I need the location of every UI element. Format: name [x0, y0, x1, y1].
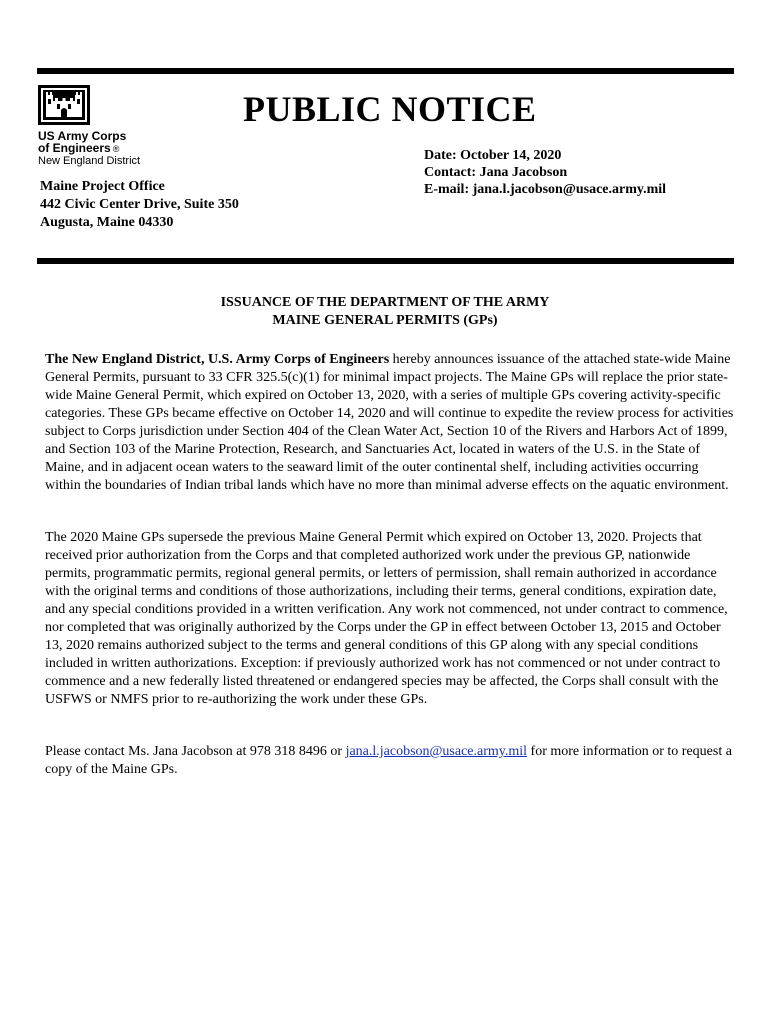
contact-name: Contact: Jana Jacobson — [424, 165, 568, 180]
heading-line-2: MAINE GENERAL PERMITS (GPs) — [272, 313, 498, 328]
agency-logo-text — [38, 130, 140, 167]
contact-text-before: Please contact Ms. Jana Jacobson at 978 318 8496 or — [45, 744, 346, 759]
page-title: PUBLIC NOTICE — [243, 89, 537, 129]
paragraph-supersede: The 2020 Maine GPs supersede the previous Maine General Permit which expired on October 13, 2020. Projects that received prior authorization from the Corps and that completed authorized work under the previous GP, nationwide permits, programmatic permits, regional general permits, or letters of permission, shall remain authorized in accordance with the original terms and conditions of those authorizations, including their terms, general conditions, expiration date, and any special conditions provided in a written verification. Any work not commenced, not under contract to commence, nor completed that was originally authorized by the Corps under the GP in effect between October 13, 2015 and October 13, 2020 remains authorized subject to the terms and general conditions of this GP along with any special conditions included in written authorizations. Exception: if previously authorized work has not commenced or not under contract to commence and a new federally listed threatened or endangered species may be affected, the Corps shall consult with the USFWS or NMFS prior to re-authorizing the work under these GPs. — [45, 530, 728, 707]
logo-line-3: New England District — [38, 155, 141, 167]
paragraph-contact — [45, 743, 735, 779]
email-link[interactable]: jana.l.jacobson@usace.army.mil — [345, 744, 528, 759]
logo-line-1: US Army Corps — [38, 129, 127, 143]
office-street: 442 Civic Center Drive, Suite 350 — [40, 197, 239, 212]
logo-line-2: of Engineers ® — [38, 141, 120, 155]
office-name: Maine Project Office — [40, 179, 165, 194]
bottom-rule — [37, 258, 734, 264]
announcement-text: hereby announces issuance of the attached state-wide Maine General Permits, pursuant to 33 CFR 325.5(c)(1) for minimal impact projects. The Maine GPs will replace the prior state-wide Maine General Permit, which expired on October 13, 2020, with a series of multiple GPs covering activity-specific categories. These GPs became effective on October 14, 2020 and will continue to expedite the review process for activities subject to Corps jurisdiction under Section 404 of the Clean Water Act, Section 10 of the Rivers and Harbors Act of 1899, and Section 103 of the Marine Protection, Research, and Sanctuaries Act, located in waters of the U.S. in the State of Maine, and in adjacent ocean waters to the seaward limit of the outer continental shelf, including activities occurring within the boundaries of Indian tribal lands which have no more than minimal adverse effects on the aquatic environment. — [45, 352, 734, 493]
office-address — [40, 178, 239, 232]
contact-email: E-mail: jana.l.jacobson@usace.army.mil — [424, 182, 667, 197]
heading-line-1: ISSUANCE OF THE DEPARTMENT OF THE ARMY — [220, 295, 550, 310]
contact-text-after: for more information or to request a copy of the Maine GPs. — [45, 744, 732, 777]
registered-mark: ® — [112, 144, 120, 154]
castle-icon — [38, 85, 90, 125]
notice-date: Date: October 14, 2020 — [424, 148, 562, 163]
top-rule — [37, 68, 734, 74]
notice-heading — [0, 294, 770, 330]
paragraph-announcement — [45, 351, 735, 495]
contact-block — [424, 147, 666, 198]
office-city: Augusta, Maine 04330 — [40, 215, 174, 230]
district-name: The New England District, U.S. Army Corps of Engineers — [45, 352, 390, 367]
